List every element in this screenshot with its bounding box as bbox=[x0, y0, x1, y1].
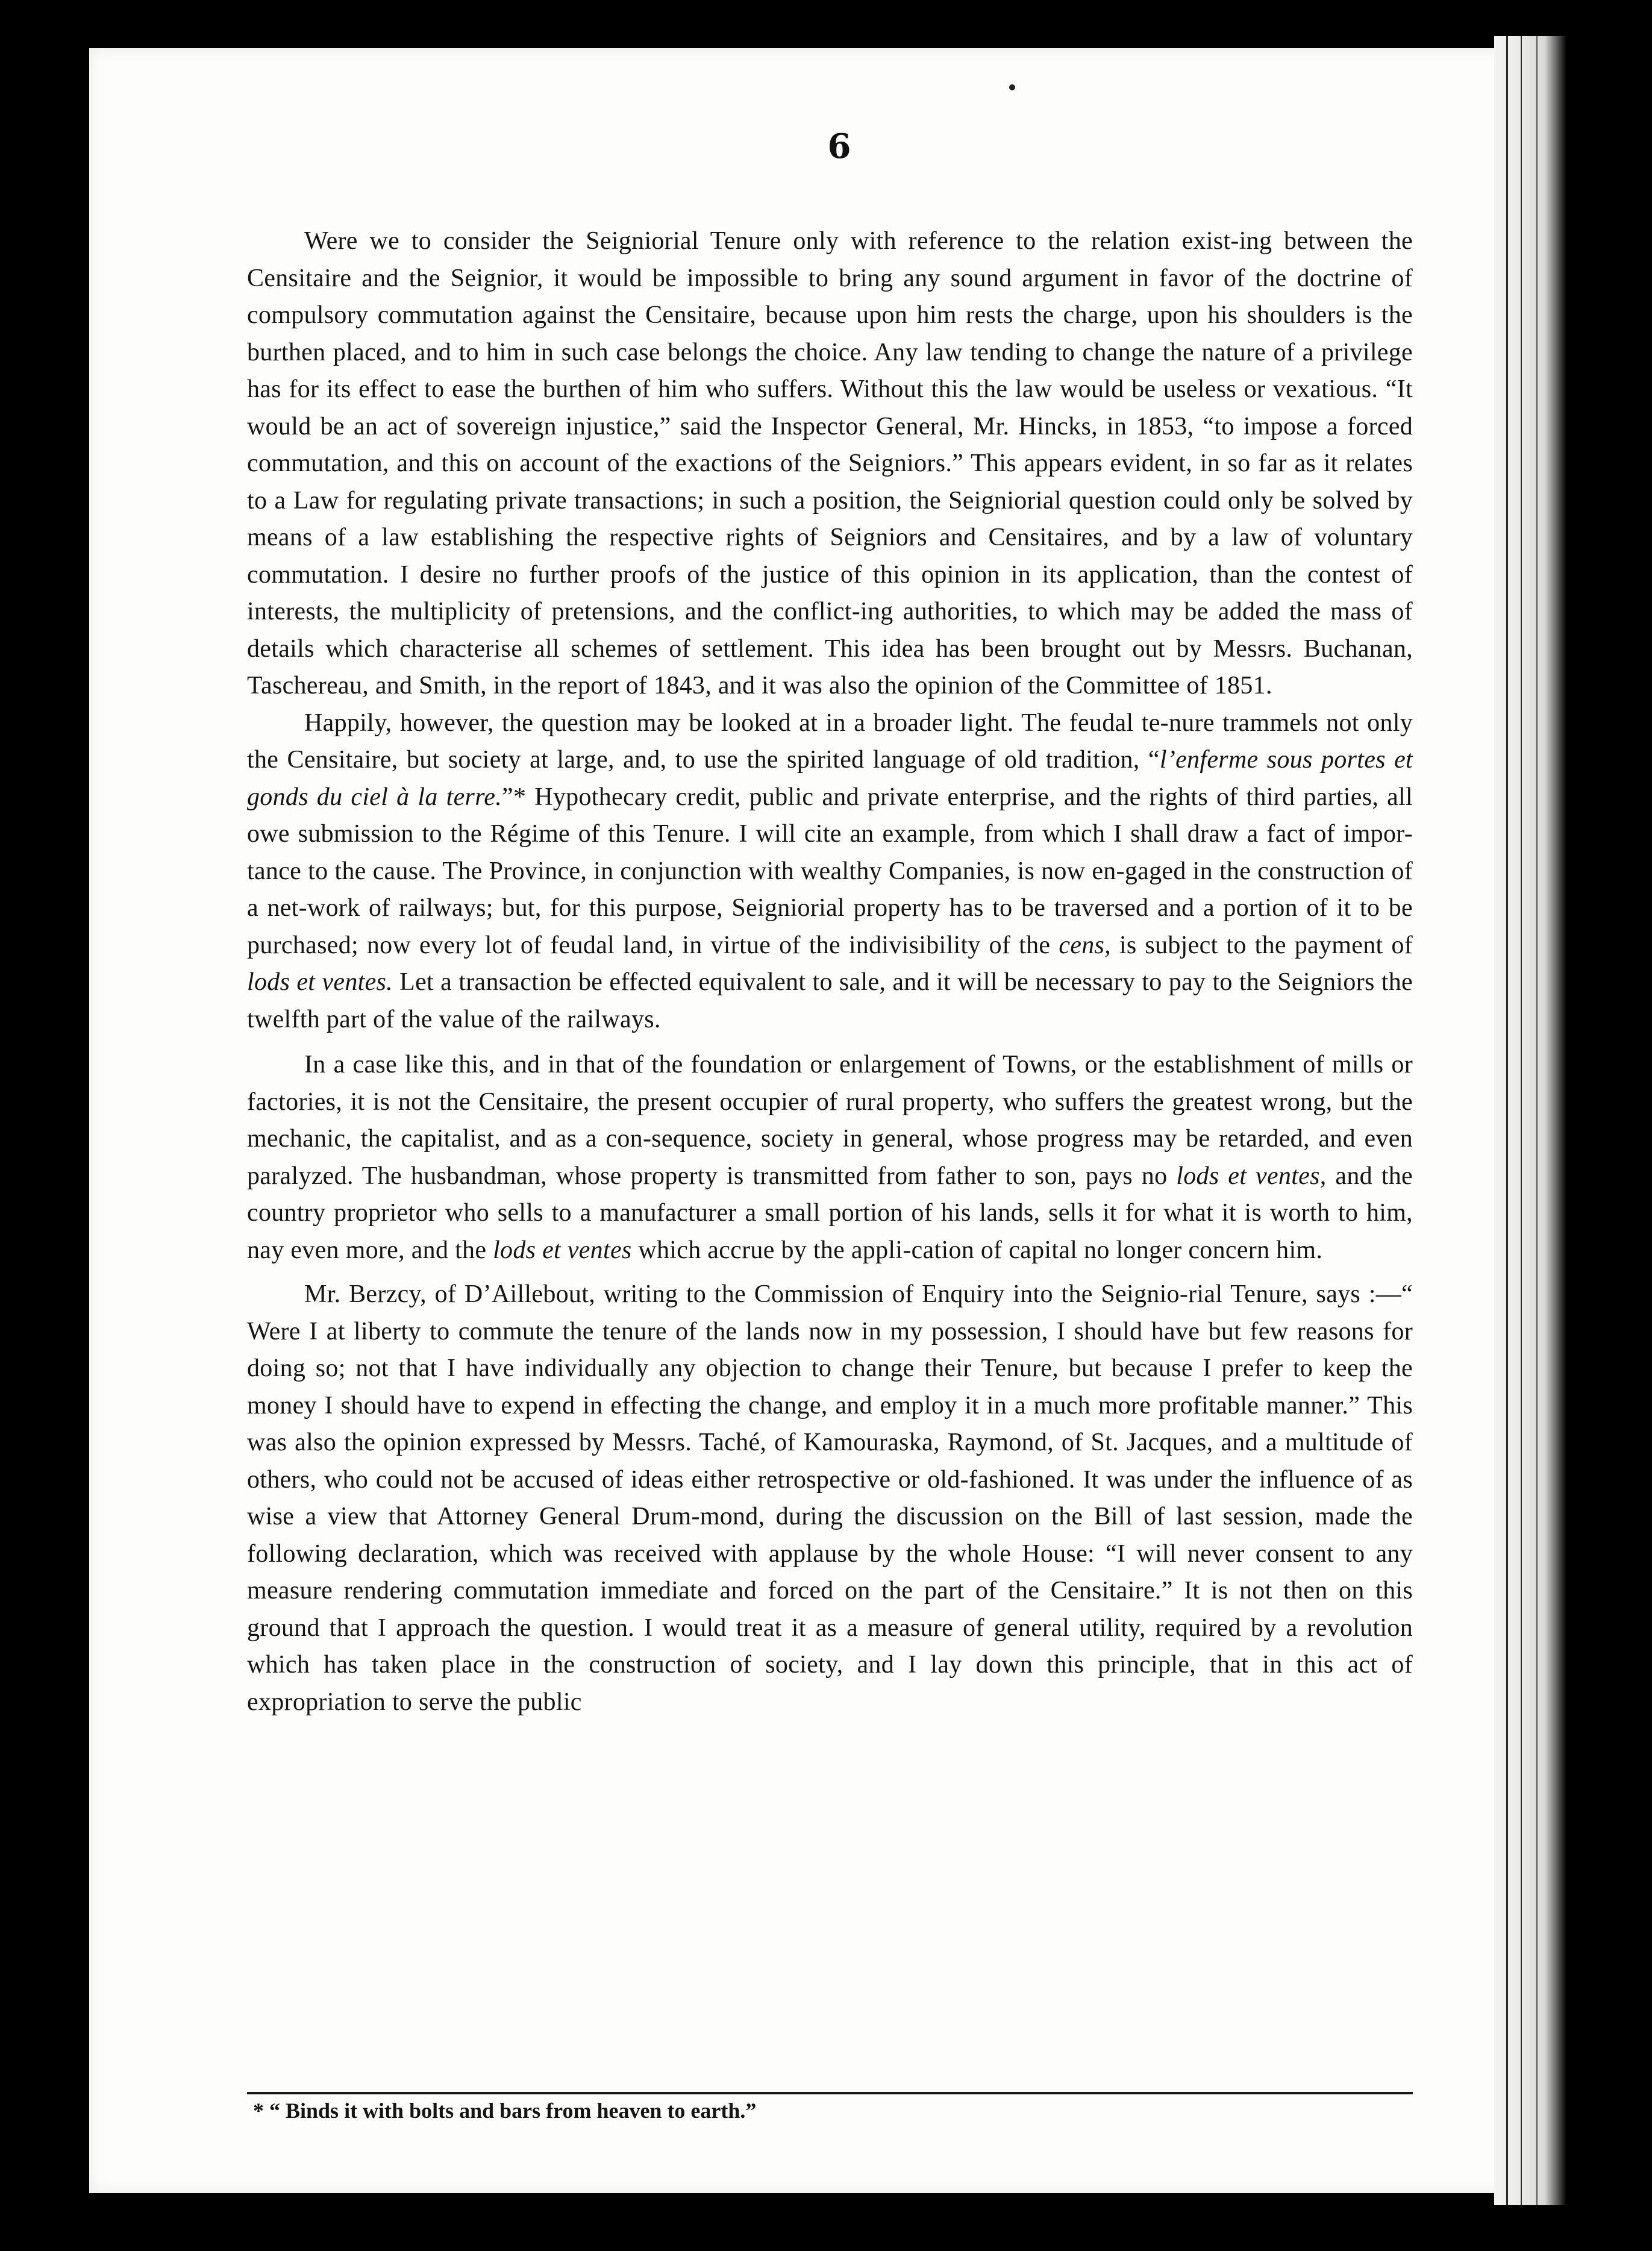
paragraph-3-text-c: which accrue by the appli-cation of capital no longer concern him. bbox=[631, 1236, 1323, 1264]
paragraph-2-text-b: ”* Hypothecary credit, public and private enterprise, and the rights of third parties, all owe submission to the Régime of this Tenure. I will cite an example, from which I shall draw a fact of impor-tance to the cause. The Province, in conjunction with wealthy Companies, is now en-gaged in the construction of a net-work of railways; but, for this purpose, Seigniorial property has to be traversed and a portion of it to be purchased; now every lot of feudal land, in virtue of the indivisibility of the bbox=[247, 783, 1413, 959]
document-page bbox=[89, 48, 1517, 2193]
paragraph-3-text-b: and the country proprietor who sells to a manufacturer a small portion of his lands, sells it for what it is worth to him, nay even more, and the bbox=[247, 1162, 1413, 1264]
term-lods-et-ventes: lods et ventes. bbox=[247, 968, 393, 996]
ink-speck bbox=[1009, 84, 1015, 90]
term-cens: cens, bbox=[1059, 931, 1111, 959]
body-text bbox=[247, 223, 1413, 1721]
paragraph-3-text-a: In a case like this, and in that of the foundation or enlargement of Towns, or the establishment of mills or factories, it is not the Censitaire, the present occupier of rural property, who suffers the greatest wrong, but the mechanic, the capitalist, and as a con-sequence, society in general, whose progress may be retarded, and even paralyzed. The husbandman, whose property is transmitted from father to son, pays no bbox=[247, 1051, 1413, 1190]
paragraph-2-text-a: Happily, however, the question may be looked at in a broader light. The feudal te-nure trammels not only the Censitaire, but society at large, and, to use the spirited language of old tradition, “ bbox=[247, 709, 1413, 774]
footnote-divider bbox=[247, 2092, 1413, 2094]
edge-line bbox=[1521, 36, 1522, 2205]
paragraph-1: Were we to consider the Seigniorial Tenure only with reference to the relation exist-ing between the Censitaire and the Seignior, it would be impossible to bring any sound argument in favor of the doctrine of compulsory commutation against the Censitaire, because upon him rests the charge, upon his shoulders is the burthen placed, and to him in such case belongs the choice. Any law tending to change the nature of a privilege has for its effect to ease the burthen of him who suffers. Without this the law would be useless or vexatious. “It would be an act of sovereign injustice,” said the Inspector General, Mr. Hincks, in 1853, “to impose a forced commutation, and this on account of the exactions of the Seigniors.” This appears evident, in so far as it relates to a Law for regulating private transactions; in such a position, the Seigniorial question could only be solved by means of a law establishing the respective rights of Seigniors and Censitaires, and by a law of voluntary commutation. I desire no further proofs of the justice of this opinion in its application, than the contest of interests, the multiplicity of pretensions, and the conflict-ing authorities, to which may be added the mass of details which characterise all schemes of settlement. This idea has been brought out by Messrs. Buchanan, Taschereau, and Smith, in the report of 1843, and it was also the opinion of the Committee of 1851. bbox=[247, 227, 1413, 700]
paragraph-2-text-d: Let a transaction be effected equivalent to sale, and it will be necessary to pay to the Seigniors the twelfth part of the value of the railways. bbox=[247, 968, 1413, 1033]
term-lods-et-ventes-3: lods et ventes bbox=[493, 1236, 632, 1264]
french-quote: l’enferme sous portes et gonds du ciel à la terre. bbox=[247, 746, 1413, 811]
page-edge bbox=[1494, 36, 1566, 2205]
footnote: * “ Binds it with bolts and bars from heaven to earth.” bbox=[253, 2099, 757, 2123]
paragraph-4: Mr. Berzcy, of D’Aillebout, writing to the Commission of Enquiry into the Seignio-rial Tenure, says :—“ Were I at liberty to commute the tenure of the lands now in my possession, I should have but few reasons for doing so; not that I have individually any objection to change their Tenure, but because I prefer to keep the money I should have to expend in effecting the change, and employ it in a much more profitable manner.” This was also the opinion expressed by Messrs. Taché, of Kamouraska, Raymond, of St. Jacques, and a multitude of others, who could not be accused of ideas either retrospective or old-fashioned. It was under the influence of as wise a view that Attorney General Drum-mond, during the discussion on the Bill of last session, made the following declaration, which was received with applause by the whole House: “I will never consent to any measure rendering commutation immediate and forced on the part of the Censitaire.” It is not then on this ground that I approach the question. I would treat it as a measure of general utility, required by a revolution which has taken place in the construction of society, and I lay down this principle, that in this act of expropriation to serve the public bbox=[247, 1280, 1413, 1716]
page-number: 6 bbox=[827, 127, 851, 166]
paragraph-3 bbox=[247, 1047, 1413, 1269]
paragraph-2 bbox=[247, 705, 1413, 1039]
edge-line bbox=[1536, 36, 1538, 2205]
paragraph-2-text-c: is subject to the payment of bbox=[1110, 931, 1413, 959]
term-lods-et-ventes-2: lods et ventes, bbox=[1176, 1162, 1327, 1190]
edge-line bbox=[1506, 36, 1508, 2205]
